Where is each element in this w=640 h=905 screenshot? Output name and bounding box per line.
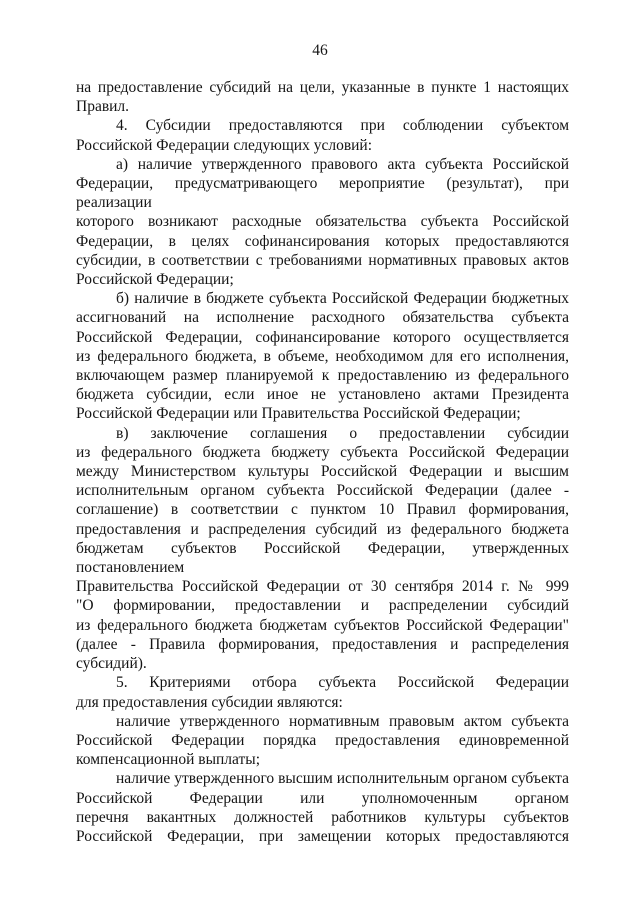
text-line: Федерации, предусматривающего мероприятие (результат), при реализации — [76, 175, 569, 212]
text-line: Российской Федерации порядка предоставления единовременной — [76, 731, 569, 749]
text-line: б) наличие в бюджете субъекта Российской Федерации бюджетных — [116, 290, 569, 308]
text-line: бюджета субсидии, если иное не установлено актами Президента — [76, 386, 569, 404]
text-line: Российской Федерации следующих условий: — [76, 136, 373, 154]
text-line: Российской Федерации, при замещении которых предоставляются — [76, 827, 569, 845]
text-line: Федерации, в целях софинансирования которых предоставляются — [76, 232, 569, 250]
text-line: соглашение) в соответствии с пунктом 10 Правил формирования, — [76, 501, 569, 519]
text-line: а) наличие утвержденного правового акта субъекта Российской — [116, 155, 569, 173]
text-line: из федерального бюджета бюджетам субъектов Российской Федерации" — [76, 616, 569, 634]
text-line: ассигнований на исполнение расходного обязательства субъекта — [76, 309, 569, 327]
text-line: на предоставление субсидий на цели, указанные в пункте 1 настоящих — [76, 79, 569, 96]
text-line: субсидий). — [76, 655, 147, 673]
text-line: включающем размер планируемой к предоставлению из федерального — [76, 367, 569, 385]
text-line: в) заключение соглашения о предоставлении субсидии — [116, 424, 569, 442]
text-line: перечня вакантных должностей работников культуры субъектов — [76, 808, 569, 826]
page-number: 46 — [312, 42, 328, 59]
text-line: исполнительным органом субъекта Российской Федерации (далее - — [76, 482, 569, 500]
text-line: Российской Федерации, софинансирование которого осуществляется — [76, 328, 569, 346]
text-line: наличие утвержденного высшим исполнительным органом субъекта — [116, 770, 569, 788]
text-line: из федерального бюджета бюджету субъекта Российской Федерации — [76, 443, 569, 461]
text-line: между Министерством культуры Российской Федерации и высшим — [76, 463, 569, 481]
text-line: 4. Субсидии предоставляются при соблюдении субъектом — [116, 117, 569, 135]
text-line: Правил. — [76, 98, 130, 116]
text-line: из федерального бюджета, в объеме, необходимом для его исполнения, — [76, 347, 569, 365]
text-line: для предоставления субсидии являются: — [76, 693, 343, 711]
text-line: Российской Федерации; — [76, 271, 234, 289]
text-line: Российской Федерации или уполномоченным органом — [76, 789, 569, 807]
text-line: (далее - Правила формирования, предоставления и распределения — [76, 635, 569, 653]
document-body — [76, 78, 569, 846]
text-line: компенсационной выплаты; — [76, 751, 261, 769]
text-line: субсидии, в соответствии с требованиями нормативных правовых актов — [76, 251, 569, 269]
text-line: "О формировании, предоставлении и распределении субсидий — [76, 597, 569, 615]
text-line: 5. Критериями отбора субъекта Российской Федерации — [116, 674, 569, 692]
text-line: которого возникают расходные обязательства субъекта Российской — [76, 213, 569, 231]
text-line: предоставления и распределения субсидий из федерального бюджета — [76, 520, 569, 538]
text-line: наличие утвержденного нормативным правовым актом субъекта — [116, 712, 569, 730]
text-line: бюджетам субъектов Российской Федерации, утвержденных постановлением — [76, 539, 569, 577]
text-line: Российской Федерации или Правительства Российской Федерации; — [76, 405, 521, 423]
text-line: Правительства Российской Федерации от 30 сентября 2014 г. № 999 — [76, 578, 569, 596]
